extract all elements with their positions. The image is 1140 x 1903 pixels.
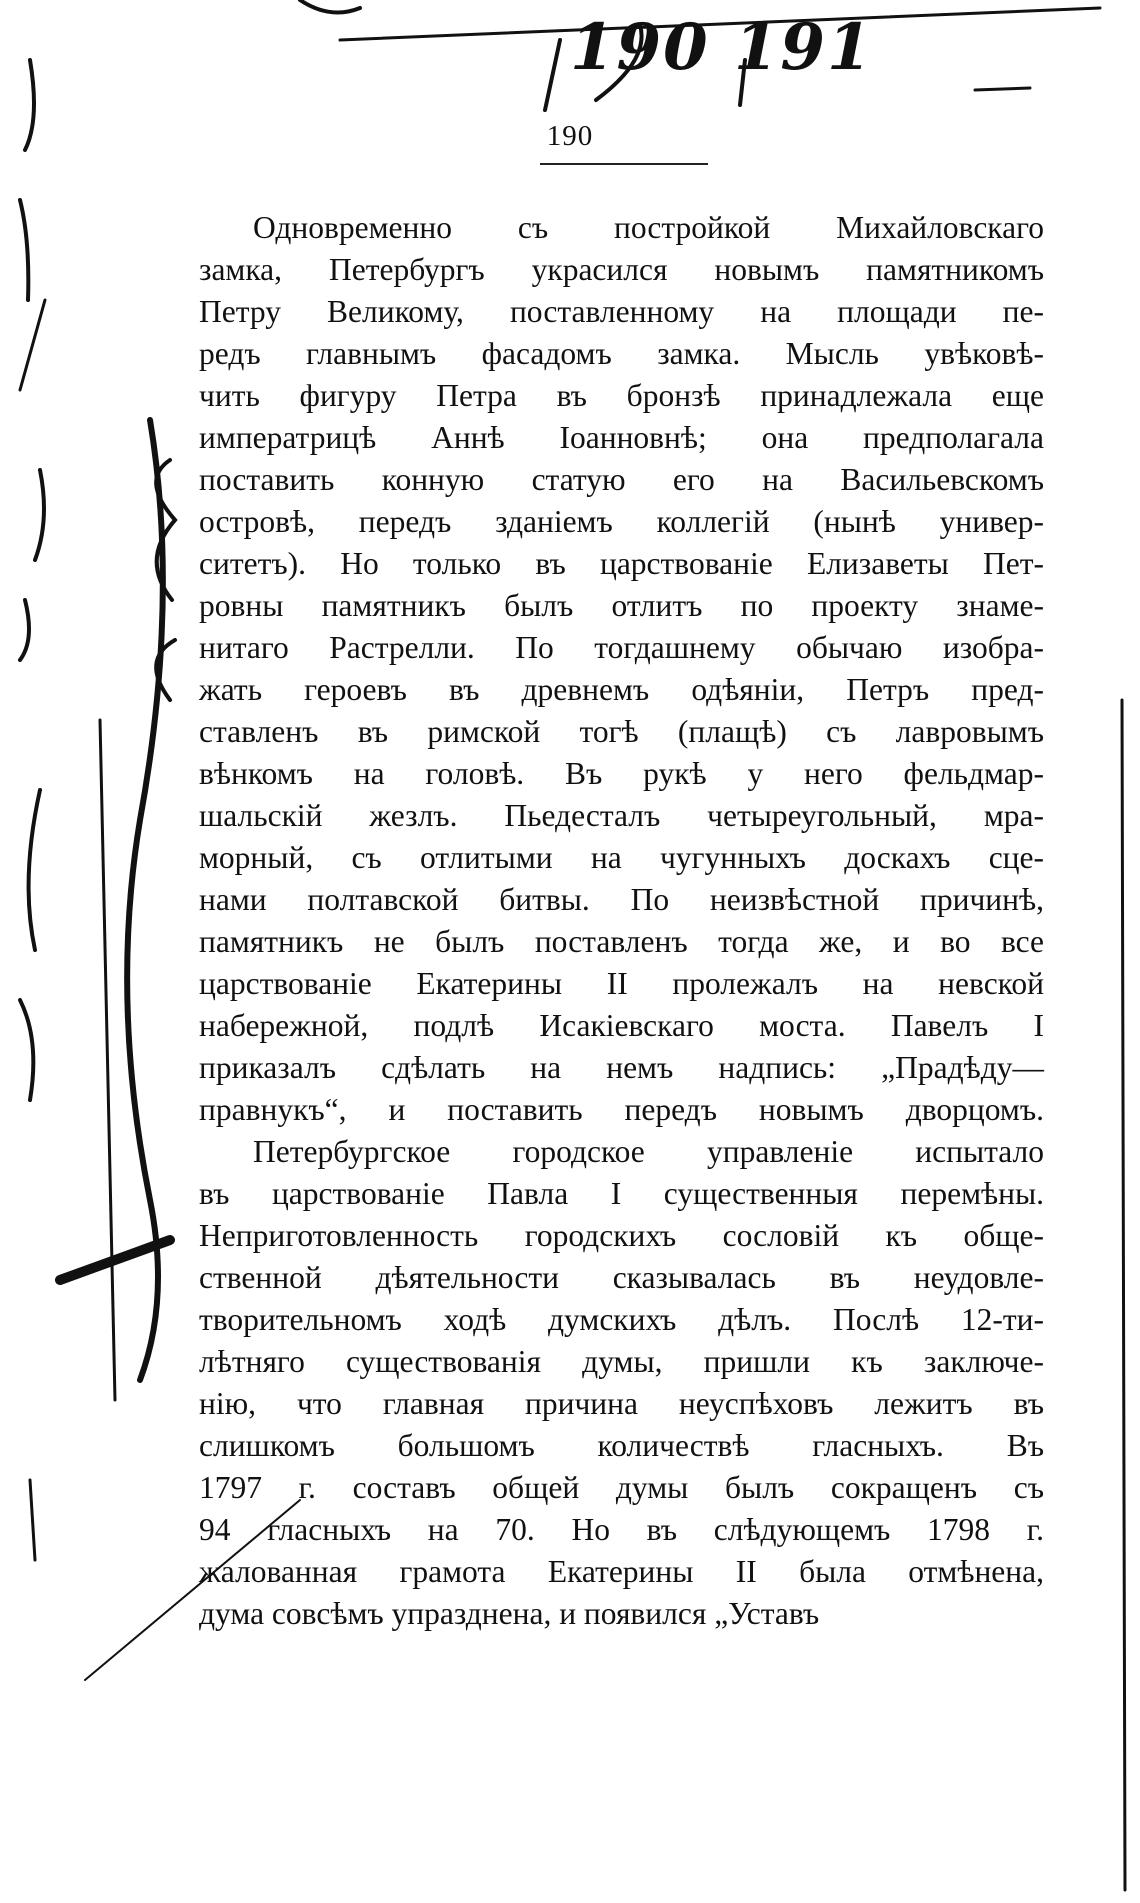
text-line: Одновременно съ постройкой Михайловскаго bbox=[253, 210, 1044, 245]
text-line: островѣ, передъ зданіемъ коллегій (нынѣ универ- bbox=[199, 504, 1044, 539]
body-text bbox=[199, 207, 1044, 1635]
text-line: лѣтняго существованія думы, пришли къ заключе- bbox=[199, 1344, 1044, 1379]
text-line: Неприготовленность городскихъ сословій къ обще- bbox=[199, 1218, 1044, 1253]
text-line: ситетъ). Но только въ царствованіе Елизаветы Пет- bbox=[199, 546, 1044, 581]
text-line: нитаго Растрелли. По тогдашнему обычаю изобра- bbox=[199, 630, 1044, 665]
text-line: нію, что главная причина неуспѣховъ лежитъ въ bbox=[199, 1386, 1044, 1421]
page-number: 190 bbox=[546, 120, 594, 152]
text-line: правнукъ“, и поставить передъ новымъ дворцомъ. bbox=[199, 1092, 1044, 1127]
text-line: 94 гласныхъ на 70. Но въ слѣдующемъ 1798 г. bbox=[199, 1512, 1044, 1547]
text-line: дума совсѣмъ упразднена, и появился „Уставъ bbox=[199, 1596, 820, 1631]
text-line: приказалъ сдѣлать на немъ надпись: „Прадѣду— bbox=[199, 1050, 1044, 1085]
text-line: чить фигуру Петра въ бронзѣ принадлежала еще bbox=[199, 378, 1044, 413]
text-line: морный, съ отлитыми на чугунныхъ доскахъ сце- bbox=[199, 840, 1044, 875]
text-line: вѣнкомъ на головѣ. Въ рукѣ у него фельдмар- bbox=[199, 756, 1044, 791]
text-line: ровны памятникъ былъ отлитъ по проекту знаме- bbox=[199, 588, 1044, 623]
text-line: императрицѣ Аннѣ Іоанновнѣ; она предполагала bbox=[199, 420, 1044, 455]
text-line: въ царствованіе Павла I существенныя перемѣны. bbox=[199, 1176, 1044, 1211]
text-line: нами полтавской битвы. По неизвѣстной причинѣ, bbox=[199, 882, 1044, 917]
text-line: жать героевъ въ древнемъ одѣяніи, Петръ пред- bbox=[199, 672, 1044, 707]
text-line: замка, Петербургъ украсился новымъ памятникомъ bbox=[199, 252, 1044, 287]
text-line: поставить конную статую его на Васильевскомъ bbox=[199, 462, 1044, 497]
text-line: набережной, подлѣ Исакіевскаго моста. Павелъ I bbox=[199, 1008, 1044, 1043]
text-line: ственной дѣятельности сказывалась въ неудовле- bbox=[199, 1260, 1044, 1295]
text-line: творительномъ ходѣ думскихъ дѣлъ. Послѣ 12-ти- bbox=[199, 1302, 1044, 1337]
text-line: жалованная грамота Екатерины II была отмѣнена, bbox=[199, 1554, 1044, 1589]
text-line: 1797 г. составъ общей думы былъ сокращенъ съ bbox=[199, 1470, 1044, 1505]
text-line: редъ главнымъ фасадомъ замка. Мысль увѣковѣ- bbox=[199, 336, 1044, 371]
text-line: памятникъ не былъ поставленъ тогда же, и во все bbox=[199, 924, 1044, 959]
text-line: слишкомъ большомъ количествѣ гласныхъ. Въ bbox=[199, 1428, 1044, 1463]
page-number-rule bbox=[540, 163, 708, 165]
text-line: Петербургское городское управленіе испытало bbox=[253, 1134, 1044, 1169]
text-line: царствованіе Екатерины II пролежалъ на невской bbox=[199, 966, 1044, 1001]
text-line: шальскій жезлъ. Пьедесталъ четыреугольный, мра- bbox=[199, 798, 1044, 833]
handwritten-folio-number: 190 191 bbox=[570, 10, 874, 85]
text-line: Петру Великому, поставленному на площади пе- bbox=[199, 294, 1044, 329]
text-line: ставленъ въ римской тогѣ (плащѣ) съ лавровымъ bbox=[199, 714, 1044, 749]
